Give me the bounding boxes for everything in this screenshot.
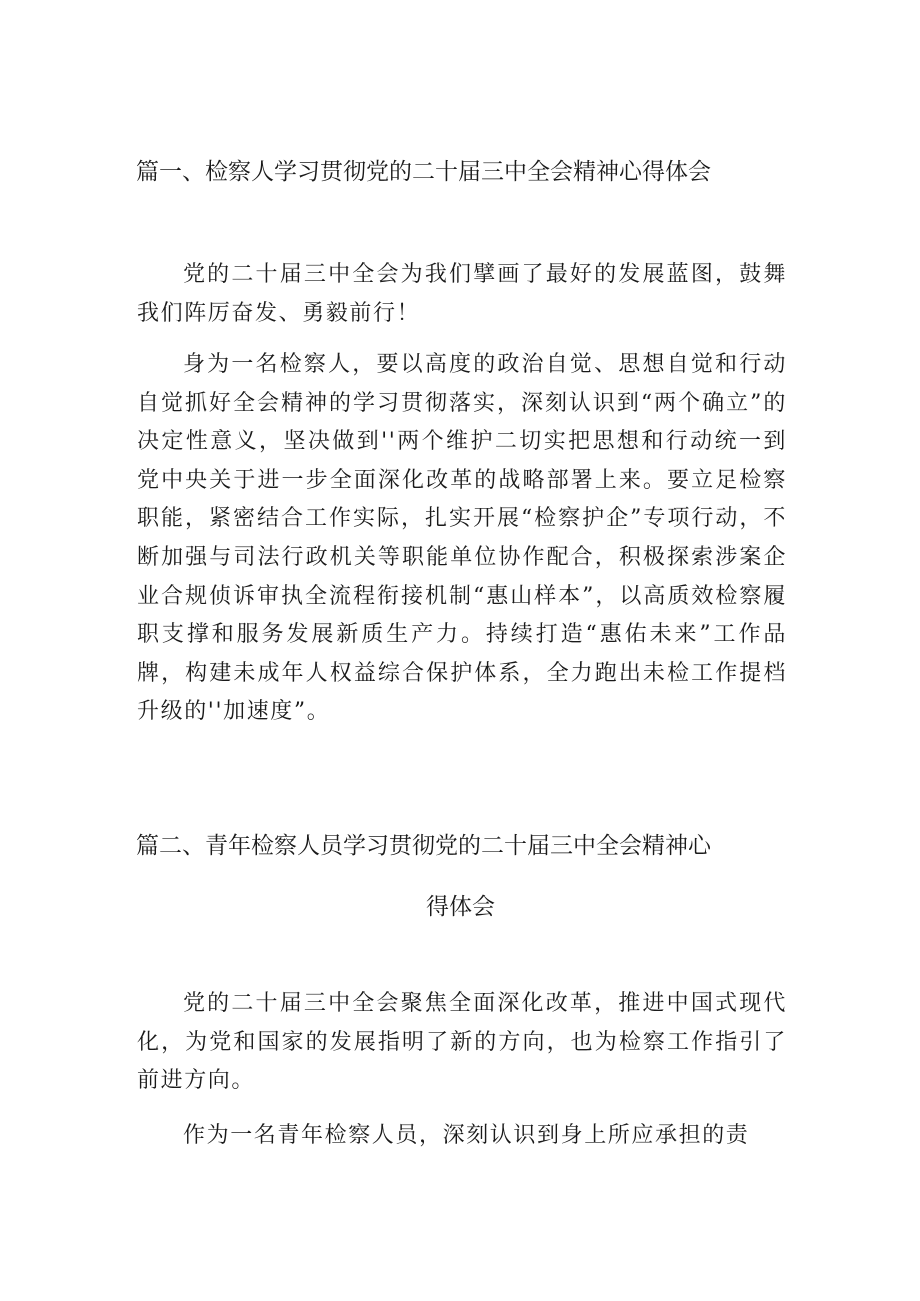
section-2-paragraph-2: 作为一名青年检察人员，深刻认识到身上所应承担的责 bbox=[183, 1123, 750, 1148]
section-2-title-line-2: 得体会 bbox=[426, 894, 495, 920]
section-1-paragraph-1: 党的二十届三中全会为我们擘画了最好的发展蓝图，鼓舞我们阵厉奋发、勇毅前行！ bbox=[137, 262, 787, 326]
section-2-title-line-1: 篇二、青年检察人员学习贯彻党的二十届三中全会精神心 bbox=[136, 833, 711, 859]
section-1-paragraph-2: 身为一名检察人，要以高度的政治自觉、思想自觉和行动自觉抓好全会精神的学习贯彻落实，深刻认识到“两个确立”的决定性意义，坚决做到''两个维护二切实把思想和行动统一到党中央关于进一步全面深化改革的战略部署上来。要立足检察职能，紧密结合工作实际，扎实开展“检察护企”专项行动，不断加强与司法行政机关等职能单位协作配合，积极探索涉案企业合规侦诉审执全流程衔接机制“惠山样本”，以高质效检察履职支撑和服务发展新质生产力。持续打造“惠佑未来”工作品牌，构建未成年人权益综合保护体系，全力跑出未检工作提档升级的''加速度”。 bbox=[137, 352, 787, 725]
section-1-title: 篇一、检察人学习贯彻党的二十届三中全会精神心得体会 bbox=[136, 159, 711, 185]
section-2-paragraph-1: 党的二十届三中全会聚焦全面深化改革，推进中国式现代化，为党和国家的发展指明了新的方向，也为检察工作指引了前进方向。 bbox=[137, 991, 787, 1094]
